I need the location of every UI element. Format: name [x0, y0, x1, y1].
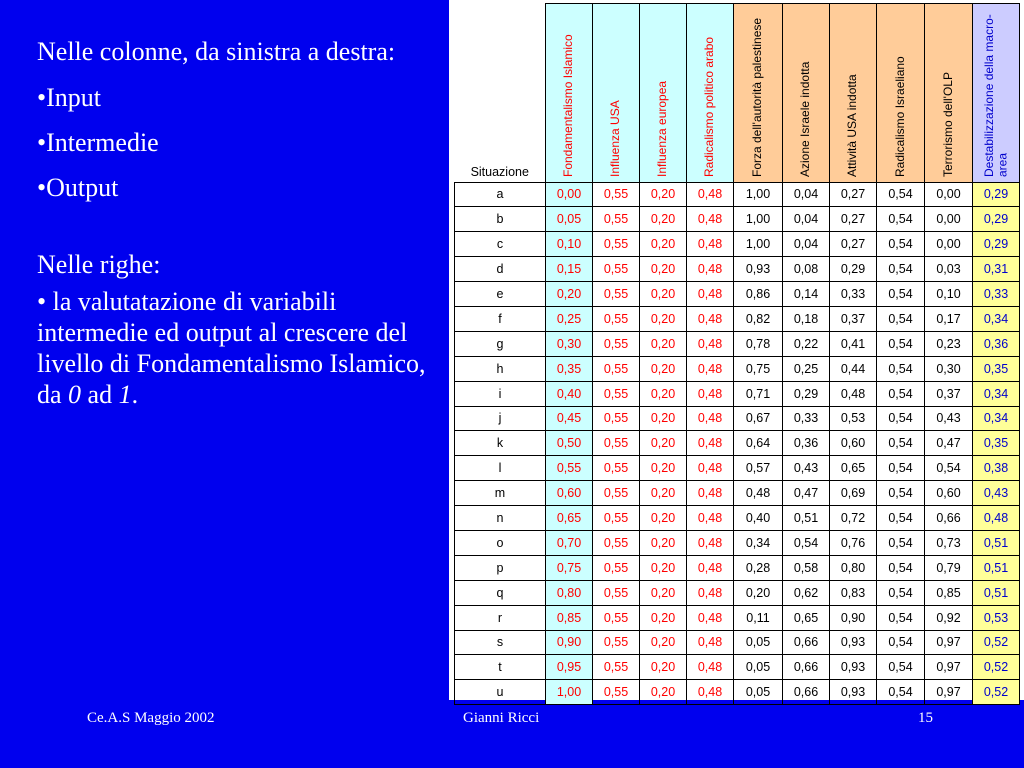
table-cell: 0,97 [925, 630, 973, 655]
row-label: t [455, 655, 546, 680]
row-label: p [455, 555, 546, 580]
table-cell: 0,00 [546, 182, 593, 207]
table-cell: 0,52 [973, 680, 1020, 705]
table-cell: 0,30 [925, 356, 973, 381]
header-autorita-palestinese [734, 4, 783, 183]
table-row [455, 431, 1020, 456]
table-row [455, 356, 1020, 381]
table-cell: 0,54 [925, 456, 973, 481]
table-cell: 0,22 [783, 331, 830, 356]
situation-header: Situazione [470, 164, 529, 179]
table-cell: 0,72 [830, 506, 877, 531]
table-cell: 0,66 [783, 655, 830, 680]
table-row [455, 481, 1020, 506]
row-label: m [455, 481, 546, 506]
table-cell: 0,45 [546, 406, 593, 431]
table-cell: 0,20 [640, 530, 687, 555]
row-label: e [455, 282, 546, 307]
table-cell: 0,93 [830, 630, 877, 655]
table-cell: 0,79 [925, 555, 973, 580]
table-cell: 0,55 [593, 257, 640, 282]
table-cell: 0,04 [783, 207, 830, 232]
table-cell: 0,55 [593, 406, 640, 431]
table-row [455, 580, 1020, 605]
header-label: Forza dell'autorità palestinese [750, 17, 765, 177]
table-cell: 0,40 [546, 381, 593, 406]
table-cell: 0,69 [830, 481, 877, 506]
table-cell: 0,34 [973, 306, 1020, 331]
table-cell: 0,05 [734, 655, 783, 680]
row-label: k [455, 431, 546, 456]
table-cell: 0,51 [783, 506, 830, 531]
table-cell: 0,48 [687, 655, 734, 680]
table-cell: 0,29 [973, 182, 1020, 207]
table-cell: 0,55 [593, 481, 640, 506]
table-cell: 0,05 [734, 680, 783, 705]
desc-end: . [131, 380, 139, 409]
header-label: Terrorismo dell'OLP [940, 71, 955, 177]
table-cell: 0,97 [925, 655, 973, 680]
table-cell: 0,54 [877, 406, 925, 431]
table-cell: 0,78 [734, 331, 783, 356]
page-number: 15 [918, 710, 933, 726]
table-cell: 0,20 [640, 381, 687, 406]
table-cell: 0,48 [687, 306, 734, 331]
table-cell: 0,11 [734, 605, 783, 630]
table-cell: 0,58 [783, 555, 830, 580]
table-cell: 0,97 [925, 680, 973, 705]
table-cell: 0,37 [925, 381, 973, 406]
table-cell: 0,51 [973, 580, 1020, 605]
table-cell: 0,85 [546, 605, 593, 630]
table-cell: 0,52 [973, 630, 1020, 655]
table-cell: 0,80 [546, 580, 593, 605]
table-cell: 0,00 [925, 207, 973, 232]
desc-zero: 0 [68, 380, 82, 409]
table-cell: 0,54 [877, 232, 925, 257]
table-cell: 0,48 [687, 406, 734, 431]
row-label: g [455, 331, 546, 356]
table-cell: 0,50 [546, 431, 593, 456]
table-cell: 0,20 [640, 580, 687, 605]
table-cell: 0,54 [877, 282, 925, 307]
header-label: Influenza europea [655, 80, 670, 177]
footer-left: Ce.A.S Maggio 2002 [87, 710, 215, 726]
table-cell: 0,90 [830, 605, 877, 630]
table-cell: 0,55 [593, 456, 640, 481]
table-cell: 0,25 [546, 306, 593, 331]
row-label: s [455, 630, 546, 655]
table-cell: 0,82 [734, 306, 783, 331]
table-cell: 0,55 [593, 630, 640, 655]
row-label: u [455, 680, 546, 705]
table-cell: 0,48 [687, 630, 734, 655]
table-cell: 0,55 [593, 506, 640, 531]
row-label: a [455, 182, 546, 207]
table-cell: 0,54 [877, 331, 925, 356]
table-cell: 0,85 [925, 580, 973, 605]
row-label: d [455, 257, 546, 282]
table-cell: 0,66 [783, 630, 830, 655]
table-cell: 0,48 [687, 282, 734, 307]
table-body [455, 182, 1020, 705]
table-cell: 0,54 [877, 306, 925, 331]
table-cell: 1,00 [734, 182, 783, 207]
table-cell: 0,95 [546, 655, 593, 680]
table-cell: 0,48 [687, 431, 734, 456]
header-label: Influenza USA [608, 99, 623, 177]
row-label: i [455, 381, 546, 406]
header-fundamentalismo [546, 4, 593, 183]
table-cell: 0,20 [640, 182, 687, 207]
table-cell: 0,70 [546, 530, 593, 555]
table-cell: 0,48 [687, 680, 734, 705]
rows-title: Nelle righe: [37, 250, 161, 279]
table-cell: 0,75 [546, 555, 593, 580]
header-label: Azione Israele indotta [798, 61, 813, 177]
data-table [454, 3, 1020, 705]
table-cell: 0,04 [783, 232, 830, 257]
table-row [455, 406, 1020, 431]
table-row [455, 605, 1020, 630]
table-cell: 0,20 [640, 331, 687, 356]
table-cell: 0,75 [734, 356, 783, 381]
table-cell: 0,20 [640, 680, 687, 705]
intro-text: Nelle colonne, da sinistra a destra: [37, 37, 396, 66]
desc-text: • la valutatazione di variabili intermedie ed output al crescere del livello di Fondamentalismo Islamico, da [37, 287, 426, 409]
table-cell: 0,65 [546, 506, 593, 531]
table-cell: 0,55 [593, 555, 640, 580]
table-cell: 0,33 [973, 282, 1020, 307]
table-cell: 0,48 [687, 530, 734, 555]
table-cell: 0,60 [830, 431, 877, 456]
table-cell: 0,33 [830, 282, 877, 307]
row-label: h [455, 356, 546, 381]
table-cell: 0,27 [830, 232, 877, 257]
table-cell: 0,48 [687, 232, 734, 257]
table-cell: 0,55 [593, 605, 640, 630]
table-cell: 0,55 [593, 431, 640, 456]
table-cell: 0,71 [734, 381, 783, 406]
table-cell: 0,51 [973, 530, 1020, 555]
table-cell: 0,55 [593, 331, 640, 356]
table-cell: 0,48 [687, 331, 734, 356]
table-cell: 0,47 [925, 431, 973, 456]
desc-mid: ad [81, 380, 119, 409]
table-cell: 0,66 [783, 680, 830, 705]
header-label: Radicalismo politico arabo [702, 36, 717, 177]
table-cell: 0,48 [687, 506, 734, 531]
table-row [455, 555, 1020, 580]
table-cell: 0,48 [687, 381, 734, 406]
table-cell: 0,35 [973, 431, 1020, 456]
table-cell: 0,57 [734, 456, 783, 481]
table-cell: 0,34 [734, 530, 783, 555]
table-cell: 0,23 [925, 331, 973, 356]
table-cell: 0,40 [734, 506, 783, 531]
table-cell: 0,54 [877, 456, 925, 481]
table-cell: 0,20 [640, 456, 687, 481]
table-cell: 0,66 [925, 506, 973, 531]
table-row [455, 207, 1020, 232]
table-cell: 0,37 [830, 306, 877, 331]
row-label: j [455, 406, 546, 431]
table-row [455, 530, 1020, 555]
table-cell: 0,29 [830, 257, 877, 282]
table-cell: 0,54 [877, 555, 925, 580]
table-cell: 0,20 [546, 282, 593, 307]
table-row [455, 381, 1020, 406]
table-cell: 0,43 [973, 481, 1020, 506]
slide-text [37, 36, 429, 425]
header-row [455, 4, 1020, 183]
table-cell: 0,35 [546, 356, 593, 381]
table-cell: 0,73 [925, 530, 973, 555]
table-cell: 0,60 [925, 481, 973, 506]
table-cell: 0,54 [877, 580, 925, 605]
table-cell: 0,31 [973, 257, 1020, 282]
table-row [455, 282, 1020, 307]
table-cell: 0,55 [593, 655, 640, 680]
table-cell: 0,86 [734, 282, 783, 307]
table-cell: 0,20 [640, 431, 687, 456]
table-row [455, 306, 1020, 331]
table-cell: 0,48 [687, 257, 734, 282]
table-cell: 0,48 [687, 580, 734, 605]
table-cell: 0,20 [640, 630, 687, 655]
table-cell: 0,93 [830, 655, 877, 680]
header-influenza-usa [593, 4, 640, 183]
table-cell: 0,54 [877, 655, 925, 680]
table-cell: 0,20 [640, 232, 687, 257]
table-cell: 0,18 [783, 306, 830, 331]
table-cell: 0,10 [546, 232, 593, 257]
table-cell: 0,44 [830, 356, 877, 381]
table-cell: 0,51 [973, 555, 1020, 580]
table-cell: 0,47 [783, 481, 830, 506]
table-cell: 0,53 [973, 605, 1020, 630]
header-attivita-usa [830, 4, 877, 183]
table-cell: 0,00 [925, 232, 973, 257]
table-panel [449, 0, 1024, 700]
table-cell: 0,80 [830, 555, 877, 580]
table-cell: 0,03 [925, 257, 973, 282]
table-cell: 0,48 [687, 481, 734, 506]
table-cell: 0,10 [925, 282, 973, 307]
footer-author: Gianni Ricci [463, 710, 540, 726]
table-cell: 0,48 [687, 207, 734, 232]
row-label: n [455, 506, 546, 531]
table-row [455, 680, 1020, 705]
header-label: Attività USA indotta [845, 73, 860, 177]
table-cell: 0,55 [593, 356, 640, 381]
table-cell: 0,54 [783, 530, 830, 555]
table-cell: 0,20 [640, 257, 687, 282]
table-cell: 0,67 [734, 406, 783, 431]
table-cell: 0,54 [877, 530, 925, 555]
table-cell: 0,43 [783, 456, 830, 481]
header-radicalismo-arabo [687, 4, 734, 183]
header-azione-israele [783, 4, 830, 183]
table-cell: 0,55 [593, 282, 640, 307]
table-cell: 0,55 [546, 456, 593, 481]
bullet-input: •Input [37, 83, 101, 112]
table-cell: 0,05 [546, 207, 593, 232]
table-cell: 0,54 [877, 605, 925, 630]
table-cell: 0,53 [830, 406, 877, 431]
table-cell: 0,55 [593, 680, 640, 705]
row-label: o [455, 530, 546, 555]
table-cell: 0,00 [925, 182, 973, 207]
table-cell: 0,20 [640, 506, 687, 531]
row-label: b [455, 207, 546, 232]
table-cell: 0,34 [973, 381, 1020, 406]
table-cell: 0,20 [640, 605, 687, 630]
table-cell: 0,20 [640, 481, 687, 506]
table-cell: 0,41 [830, 331, 877, 356]
table-cell: 0,64 [734, 431, 783, 456]
table-cell: 0,08 [783, 257, 830, 282]
table-row [455, 182, 1020, 207]
table-cell: 0,34 [973, 406, 1020, 431]
table-cell: 0,55 [593, 580, 640, 605]
bullet-intermediate: •Intermedie [37, 128, 159, 157]
table-cell: 0,55 [593, 530, 640, 555]
table-row [455, 257, 1020, 282]
table-cell: 0,20 [640, 555, 687, 580]
table-cell: 1,00 [734, 207, 783, 232]
table-cell: 0,55 [593, 207, 640, 232]
table-cell: 0,54 [877, 630, 925, 655]
row-label: r [455, 605, 546, 630]
table-cell: 0,48 [830, 381, 877, 406]
table-cell: 0,48 [973, 506, 1020, 531]
table-cell: 0,52 [973, 655, 1020, 680]
table-cell: 0,36 [783, 431, 830, 456]
table-row [455, 506, 1020, 531]
table-cell: 0,90 [546, 630, 593, 655]
table-cell: 0,54 [877, 431, 925, 456]
table-cell: 0,35 [973, 356, 1020, 381]
table-cell: 0,27 [830, 182, 877, 207]
row-label: f [455, 306, 546, 331]
table-cell: 0,20 [640, 207, 687, 232]
table-cell: 0,29 [783, 381, 830, 406]
header-influenza-europea [640, 4, 687, 183]
table-cell: 0,25 [783, 356, 830, 381]
table-cell: 0,83 [830, 580, 877, 605]
table-cell: 0,05 [734, 630, 783, 655]
row-label: l [455, 456, 546, 481]
table-cell: 0,48 [687, 356, 734, 381]
table-cell: 0,20 [640, 282, 687, 307]
table-cell: 0,20 [734, 580, 783, 605]
table-cell: 0,54 [877, 680, 925, 705]
header-label: Radicalismo Israeliano [892, 55, 907, 177]
table-cell: 0,93 [830, 680, 877, 705]
table-cell: 0,14 [783, 282, 830, 307]
table-cell: 0,54 [877, 207, 925, 232]
table-cell: 0,27 [830, 207, 877, 232]
rows-description [37, 286, 429, 410]
table-cell: 0,15 [546, 257, 593, 282]
table-cell: 0,48 [687, 456, 734, 481]
table-cell: 0,48 [687, 605, 734, 630]
row-label: q [455, 580, 546, 605]
table-row [455, 655, 1020, 680]
table-cell: 0,55 [593, 381, 640, 406]
header-radicalismo-israeliano [877, 4, 925, 183]
table-cell: 0,48 [687, 182, 734, 207]
table-cell: 0,54 [877, 381, 925, 406]
table-cell: 1,00 [734, 232, 783, 257]
table-cell: 0,29 [973, 232, 1020, 257]
table-cell: 0,28 [734, 555, 783, 580]
table-cell: 0,48 [687, 555, 734, 580]
table-cell: 0,65 [783, 605, 830, 630]
table-cell: 0,62 [783, 580, 830, 605]
header-label: Destabilizzazione della macro-area [981, 13, 1009, 177]
table-cell: 0,55 [593, 232, 640, 257]
bullet-output: •Output [37, 173, 119, 202]
table-cell: 0,54 [877, 257, 925, 282]
table-cell: 0,30 [546, 331, 593, 356]
table-cell: 0,54 [877, 506, 925, 531]
table-row [455, 456, 1020, 481]
table-cell: 0,20 [640, 655, 687, 680]
desc-one: 1 [118, 380, 132, 409]
table-cell: 0,36 [973, 331, 1020, 356]
table-cell: 0,54 [877, 182, 925, 207]
table-cell: 0,20 [640, 406, 687, 431]
table-cell: 0,20 [640, 306, 687, 331]
table-row [455, 232, 1020, 257]
table-cell: 0,54 [877, 356, 925, 381]
table-cell: 0,76 [830, 530, 877, 555]
table-cell: 0,55 [593, 306, 640, 331]
header-label: Fondamentalismo Islamico [561, 33, 576, 177]
table-cell: 0,48 [734, 481, 783, 506]
table-cell: 0,17 [925, 306, 973, 331]
table-cell: 0,38 [973, 456, 1020, 481]
table-cell: 0,92 [925, 605, 973, 630]
header-destabilizzazione [973, 4, 1020, 183]
table-cell: 0,55 [593, 182, 640, 207]
table-cell: 0,29 [973, 207, 1020, 232]
table-cell: 0,20 [640, 356, 687, 381]
table-cell: 0,93 [734, 257, 783, 282]
table-cell: 0,33 [783, 406, 830, 431]
table-row [455, 630, 1020, 655]
table-cell: 0,65 [830, 456, 877, 481]
header-terrorismo-olp [925, 4, 973, 183]
table-cell: 0,04 [783, 182, 830, 207]
row-label: c [455, 232, 546, 257]
table-cell: 1,00 [546, 680, 593, 705]
table-row [455, 331, 1020, 356]
table-cell: 0,54 [877, 481, 925, 506]
table-cell: 0,43 [925, 406, 973, 431]
table-cell: 0,60 [546, 481, 593, 506]
